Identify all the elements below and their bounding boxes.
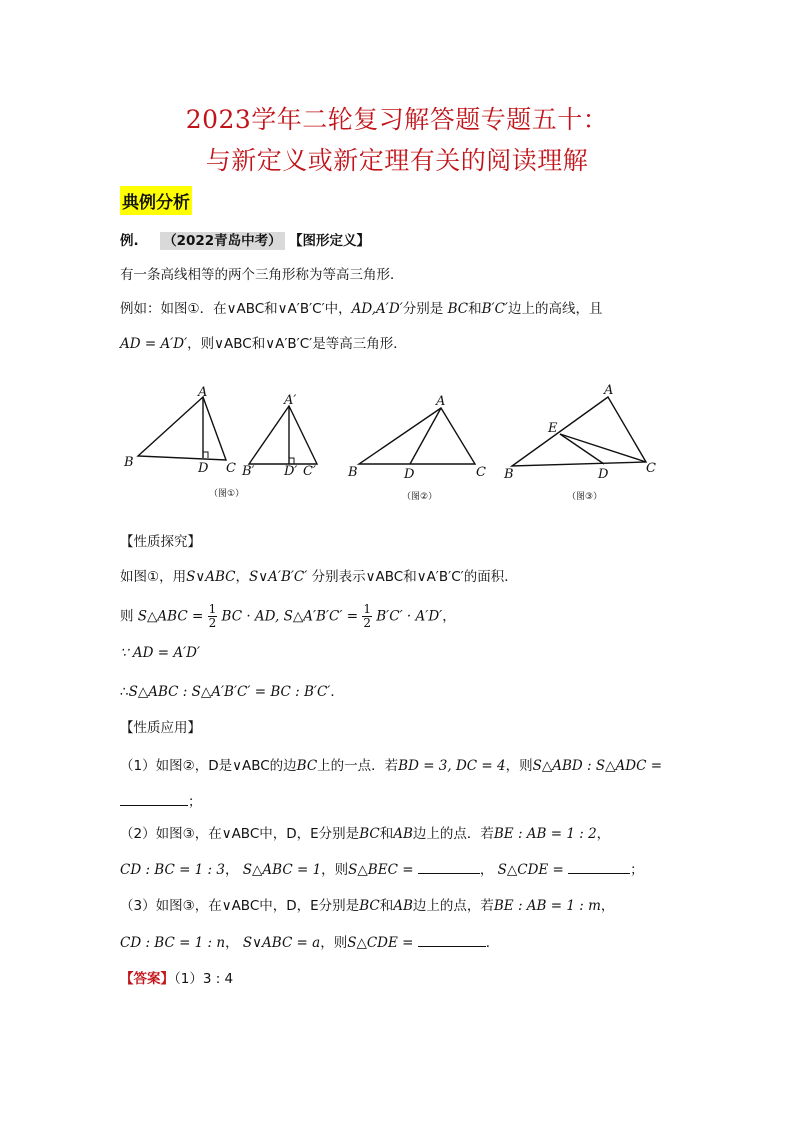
- question-math: S△CDE =: [497, 862, 564, 878]
- question-text: ；: [630, 862, 644, 878]
- segment-ec: [560, 434, 646, 462]
- question-math: BE : AB = 1 : m: [493, 898, 601, 914]
- question-text: （1）如图②，D是∨ABC的边: [120, 758, 297, 774]
- question-math: S△ABC = 1: [242, 862, 322, 878]
- question-math: CD : BC = 1 : n: [120, 935, 226, 951]
- label-A-prime: A′: [284, 393, 297, 408]
- explore-text: ∴: [120, 684, 129, 700]
- equals-sign: =: [191, 608, 204, 625]
- question-math: BC: [296, 758, 318, 774]
- intro-text: 分别是: [402, 301, 444, 317]
- label-B: B: [348, 465, 358, 480]
- question-math: S∨ABC = a: [242, 935, 321, 951]
- explore-math: ∵ AD = A′D′: [120, 645, 201, 661]
- fraction-numerator: 1: [208, 602, 217, 616]
- question-math: CD : BC = 1 : 3: [120, 862, 225, 878]
- intro-text: ，则∨ABC和∨A′B′C′是等高三角形．: [187, 336, 407, 352]
- intro-math: BC: [447, 301, 469, 317]
- answer-line: [120, 967, 233, 987]
- question-math: S△CDE =: [347, 935, 414, 951]
- intro-text: 边上的高线，且: [507, 301, 603, 317]
- figure-3: [512, 397, 646, 466]
- fraction-half: [362, 603, 372, 630]
- intro-math: B′C′: [481, 301, 508, 317]
- question-text: 边上的点，若: [412, 898, 494, 914]
- question-text: （2）如图③，在∨ABC中，D，E分别是: [120, 826, 360, 842]
- label-C: C: [226, 461, 236, 476]
- example-source: （2022青岛中考）: [160, 232, 285, 250]
- question-1: [120, 754, 662, 774]
- label-A: A: [436, 394, 446, 409]
- definition-text: 有一条高线相等的两个三角形称为等高三角形．: [120, 267, 404, 283]
- question-text: 上的一点．若: [317, 758, 399, 774]
- fraction-numerator: 1: [363, 602, 371, 616]
- fraction-denominator: 2: [363, 616, 371, 630]
- explore-line-4: [120, 680, 344, 700]
- label-C-prime: C′: [303, 464, 316, 479]
- label-B: B: [124, 455, 134, 470]
- answer-blank[interactable]: [418, 934, 486, 947]
- question-text: ，: [600, 898, 615, 914]
- label-B-prime: B′: [242, 464, 255, 479]
- question-text: ．: [485, 935, 500, 951]
- question-text: ，: [225, 935, 239, 951]
- question-text: （3）如图③，在∨ABC中，D，E分别是: [120, 898, 360, 914]
- explore-text: 则: [120, 608, 134, 625]
- answer-label: 【答案】: [120, 971, 174, 987]
- area-symbol: S∨ABC: [186, 569, 236, 585]
- equals-sign: =: [346, 608, 359, 625]
- area-symbol: S∨A′B′C′: [249, 569, 308, 585]
- question-math: AB: [393, 826, 413, 842]
- label-D: D: [404, 467, 415, 482]
- question-text: ，则: [320, 935, 348, 951]
- explore-math: B′C′ · A′D′: [376, 608, 443, 625]
- question-text: 边上的点．若: [412, 826, 494, 842]
- property-apply-heading: 【性质应用】: [120, 720, 201, 736]
- fraction-half: [208, 603, 218, 630]
- intro-math: AD,A′D′: [351, 301, 403, 317]
- question-3-line-2: [120, 931, 499, 951]
- explore-line-3: [120, 645, 200, 661]
- fraction-denominator: 2: [208, 616, 217, 630]
- example-label: 例.: [120, 233, 139, 249]
- explore-text: 分别表示∨ABC和∨A′B′C′的面积．: [311, 569, 518, 585]
- area-symbol: S△A′B′C′: [283, 608, 343, 625]
- triangle-abc-2: [359, 408, 475, 464]
- intro-line-2: [120, 332, 407, 352]
- answer-blank[interactable]: [568, 861, 630, 874]
- question-text: 和: [379, 898, 394, 914]
- question-text: 和: [379, 826, 394, 842]
- figure-1-caption: （图①）: [209, 489, 245, 499]
- segment-ed: [560, 434, 604, 464]
- intro-math: AD = A′D′: [120, 336, 188, 352]
- label-D: D: [598, 467, 609, 482]
- title-line-2: 与新定义或新定理有关的阅读理解: [205, 146, 589, 175]
- question-3-line-1: [120, 894, 614, 914]
- answer-blank[interactable]: [120, 793, 188, 806]
- label-D-prime: D′: [284, 464, 298, 479]
- explore-math: BC · AD,: [221, 608, 280, 625]
- question-2-line-1: [120, 822, 610, 842]
- intro-text: 例如：如图①．在∨ABC和∨A′B′C′中，: [120, 301, 352, 317]
- label-C: C: [646, 461, 656, 476]
- right-angle-mark: [203, 452, 208, 458]
- example-tag: 【图形定义】: [288, 233, 370, 249]
- answer-blank[interactable]: [418, 861, 480, 874]
- explore-text: ．: [330, 684, 344, 700]
- title-line-1: 2023学年二轮复习解答题专题五十：: [185, 105, 609, 134]
- intro-text: 和: [468, 301, 482, 317]
- label-A: A: [198, 385, 208, 400]
- figure-3-caption: （图③）: [567, 492, 603, 502]
- question-math: S△BEC =: [348, 862, 414, 878]
- question-math: S△ABD : S△ADC =: [532, 758, 663, 774]
- answer-text: （1）3 : 4: [174, 971, 234, 987]
- property-explore-heading: 【性质探究】: [120, 534, 201, 550]
- question-math: BE : AB = 1 : 2: [493, 826, 597, 842]
- question-text: ，: [596, 826, 611, 842]
- triangle-a-prime: [249, 406, 317, 464]
- question-math: BD = 3, DC = 4: [398, 758, 506, 774]
- section-heading: 典例分析: [120, 186, 192, 215]
- explore-text: 如图①，用: [120, 569, 187, 585]
- explore-text: ，: [442, 608, 456, 625]
- explore-line-1: [120, 565, 518, 585]
- label-E: E: [548, 421, 558, 436]
- question-math: AB: [393, 898, 413, 914]
- question-text: ，则: [505, 758, 533, 774]
- triangle-abc: [138, 397, 226, 460]
- explore-text: ，: [235, 569, 249, 585]
- figure-panel: [0, 378, 794, 508]
- figure-2: [359, 408, 475, 464]
- question-1-answer-line: [120, 790, 202, 810]
- question-math: BC: [359, 826, 380, 842]
- explore-line-2: [120, 603, 456, 630]
- segment-ad: [410, 408, 441, 464]
- explore-math: S△ABC : S△A′B′C′ = BC : B′C′: [128, 684, 331, 700]
- question-text: ；: [188, 794, 202, 810]
- example-header: [120, 229, 370, 249]
- question-math: BC: [359, 898, 380, 914]
- label-C: C: [476, 465, 486, 480]
- intro-line-1: [120, 297, 602, 317]
- question-text: ，: [225, 862, 239, 878]
- label-B: B: [504, 467, 514, 482]
- figure-2-caption: （图②）: [402, 492, 438, 502]
- area-symbol: S△ABC: [137, 608, 188, 625]
- question-text: ，则: [321, 862, 349, 878]
- question-text: ，: [479, 862, 494, 878]
- label-D: D: [198, 461, 209, 476]
- question-2-line-2: [120, 858, 644, 878]
- label-A: A: [604, 383, 614, 398]
